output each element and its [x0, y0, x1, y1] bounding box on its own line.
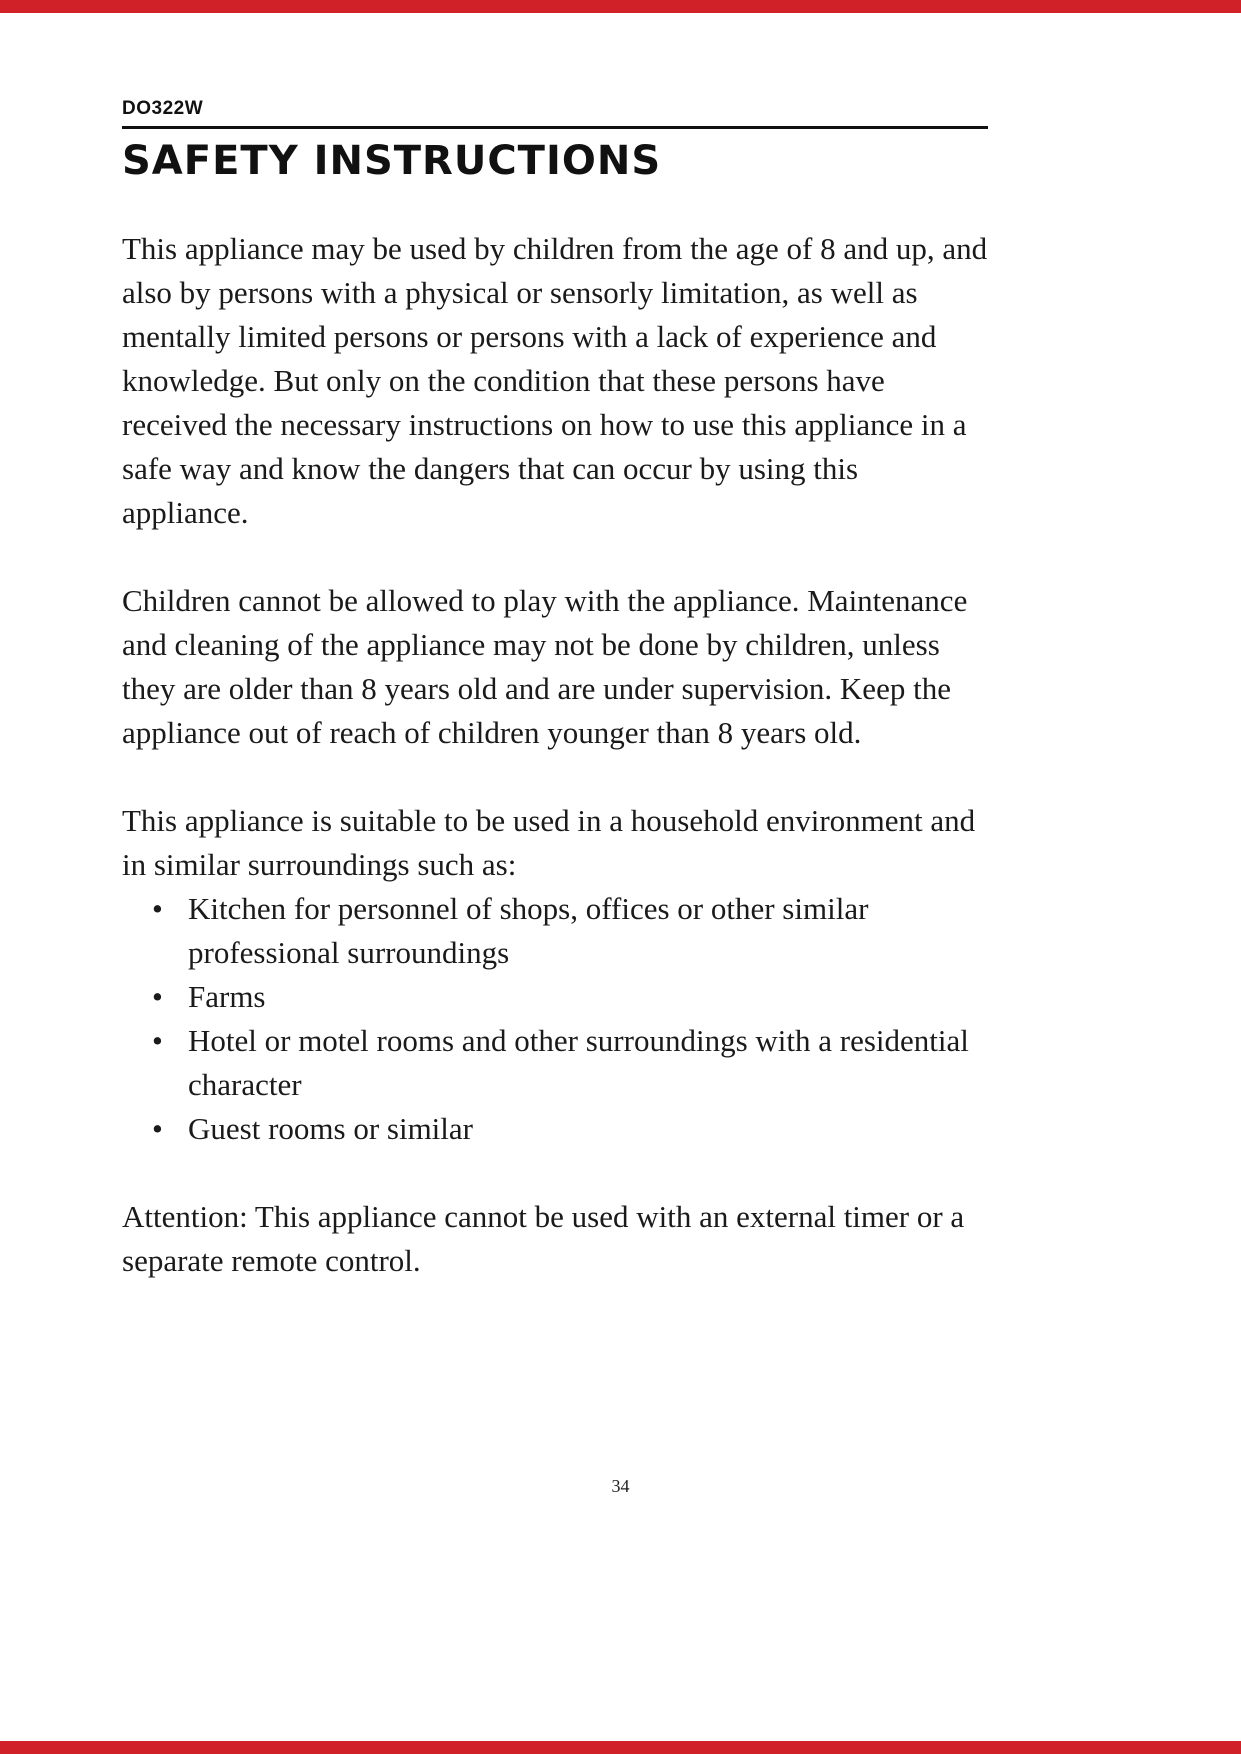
top-red-bar	[0, 0, 1241, 13]
page-number: 34	[611, 1476, 630, 1496]
paragraph-attention: Attention: This appliance cannot be used with an external timer or a separate remote control.	[122, 1199, 965, 1278]
list-item: • Guest rooms or similar	[152, 1107, 988, 1151]
model-number: DO322W	[122, 98, 204, 119]
list-item: • Hotel or motel rooms and other surroundings with a residential character	[152, 1019, 988, 1107]
surroundings-list	[122, 887, 988, 1151]
body-text	[122, 227, 988, 1283]
bottom-red-bar	[0, 1741, 1241, 1754]
paragraph-children-use: This appliance may be used by children from the age of 8 and up, and also by persons with a physical or sensorly limitation, as well as mentally limited persons or persons with a lack of experience and knowledge. But only on the condition that these persons have received the necessary instructions on how to use this appliance in a safe way and know the dangers that can occur by using this appliance.	[122, 231, 988, 530]
list-item: • Kitchen for personnel of shops, offices or other similar professional surroundings	[152, 887, 988, 975]
page-content	[122, 98, 988, 1283]
header-rule	[122, 126, 988, 129]
paragraph-household-intro: This appliance is suitable to be used in a household environment and in similar surroundings such as:	[122, 803, 976, 882]
paragraph-children-play: Children cannot be allowed to play with the appliance. Maintenance and cleaning of the appliance may not be done by children, unless they are older than 8 years old and are under supervision. Keep the appliance out of reach of children younger than 8 years old.	[122, 583, 968, 750]
list-item: • Farms	[152, 975, 988, 1019]
page-title: SAFETY INSTRUCTIONS	[122, 138, 662, 184]
